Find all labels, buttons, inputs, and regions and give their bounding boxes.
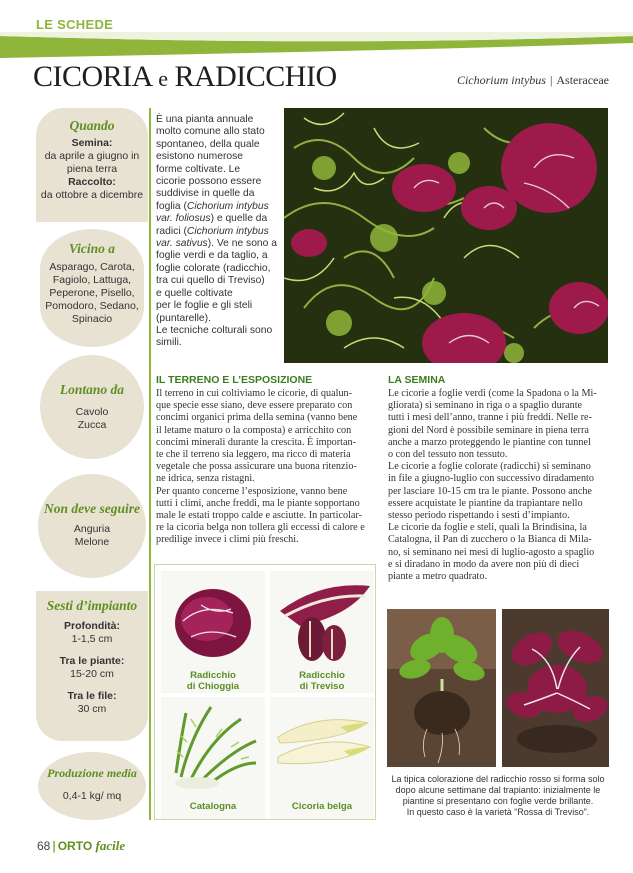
caption-line: piantine si presentano con foglie verde brillante. — [402, 796, 594, 806]
non-seguire-panel — [38, 474, 146, 578]
intro-line: simili. — [156, 337, 182, 349]
terreno-title: IL TERRENO E L’ESPOSIZIONE — [156, 374, 313, 386]
scientific-name-line — [457, 73, 609, 88]
seedling-photo — [387, 609, 496, 767]
quando-title: Quando — [69, 118, 115, 133]
brand-facile: facile — [95, 838, 126, 853]
intro-line: e quelle coltivate — [156, 287, 233, 299]
intro-line: radici (Cichorium intybus — [156, 225, 269, 237]
vicino-title: Vicino a — [68, 241, 116, 256]
intro-line: È una pianta annuale — [156, 114, 254, 125]
lontano-panel — [40, 355, 144, 459]
semina-line: no, si seminano nei mesi di luglio-agosto a spaglio — [388, 546, 595, 558]
semina-line: o con del tessuto non tessuto. — [388, 449, 508, 461]
intro-line: tra cui quello di Treviso) — [156, 275, 265, 287]
terreno-body — [156, 388, 378, 547]
hero-salad-photo — [284, 108, 608, 363]
title-separator: | — [549, 73, 553, 87]
intro-line: esistono numerose — [156, 151, 244, 163]
intro-line: forme coltivate. Le — [156, 163, 241, 175]
vicino-line: Fagiolo, Lattuga, — [52, 274, 132, 286]
semina-line: tutti i mesi dell’anno, tranne i più freddi. Nelle re- — [388, 412, 592, 424]
semina-line: anche a marzo proteggendo le piantine con tunnel — [388, 436, 591, 448]
page-footer — [37, 838, 125, 854]
tra-piante-value: 15-20 cm — [70, 668, 114, 680]
terreno-line: il letame maturo o la composta) e arricchito con — [156, 424, 352, 436]
semina-line: e si diradano in modo da avere non più di dieci — [388, 558, 580, 570]
produzione-panel — [38, 752, 146, 820]
tra-file-value: 30 cm — [77, 703, 107, 715]
semina-line: Le cicorie a foglie verdi (come la Spadona o la Mi- — [388, 388, 597, 399]
treviso-caption: di Treviso — [299, 681, 345, 692]
caption-line: La tipica colorazione del radicchio rosso si forma solo — [391, 774, 605, 784]
terreno-line: que specie esse siano, deve essere preparato con — [156, 400, 353, 412]
variety-belga — [270, 697, 374, 819]
semina-line: gliorata) si seminano in riga o a spaglio durante — [388, 400, 583, 412]
vicino-line: Peperone, Pisello, — [49, 287, 135, 299]
variety-catalogna — [161, 697, 265, 819]
terreno-line: concimi minerali durante la crescita. È importan- — [156, 436, 356, 448]
intro-line: foglie colorate (radicchio, — [156, 262, 271, 274]
intro-line: spontaneo, della quale — [156, 138, 260, 150]
title-cicoria: CICORIA — [33, 60, 152, 93]
caption-line: In questo caso è la varietà “Rossa di Treviso”. — [406, 807, 590, 817]
semina-title: LA SEMINA — [388, 374, 446, 386]
profondita-value: 1-1,5 cm — [71, 633, 113, 645]
semina-line: essere acquistate le piantine da trapiantare nello — [388, 497, 583, 509]
quando-panel — [36, 108, 148, 222]
non-seguire-title: Non deve seguire — [44, 501, 140, 516]
brand-orto: ORTO — [57, 839, 93, 853]
semina-line: piante a metro quadrato. — [388, 571, 488, 583]
page-title — [33, 60, 337, 94]
catalogna-caption: Catalogna — [189, 801, 237, 812]
semina-value-2: piena terra — [66, 163, 118, 175]
photo-caption — [387, 774, 609, 818]
non-seguire-line: Melone — [74, 536, 110, 548]
semina-line: Catalogna, il Pan di zucchero o la Bianca di Mila- — [388, 534, 592, 546]
radicchio-plant-photo — [502, 609, 609, 767]
sesti-panel — [36, 591, 148, 741]
section-label: LE SCHEDE — [36, 17, 114, 32]
intro-line: suddivise in quelle da — [156, 188, 255, 200]
scientific-name: Cichorium intybus — [456, 73, 546, 87]
tra-file-label: Tra le file: — [67, 690, 117, 702]
intro-line: cicorie possono essere — [156, 176, 262, 188]
intro-line: per le foglie e gli steli — [156, 300, 253, 312]
semina-line: gioni del Nord è possibile seminare in piena terra — [388, 424, 589, 436]
footer-separator: | — [52, 839, 56, 853]
belga-caption: Cicoria belga — [291, 801, 353, 812]
semina-body — [388, 388, 609, 583]
varieties-box — [154, 564, 376, 820]
chioggia-caption: di Chioggia — [186, 681, 240, 692]
treviso-caption: Radicchio — [299, 670, 345, 681]
intro-text — [156, 114, 280, 350]
belga-image — [270, 697, 374, 797]
terreno-line: Per quanto concerne l’esposizione, vanno bene — [156, 485, 348, 497]
intro-line: foglia (Cichorium intybus — [156, 200, 269, 212]
semina-line: Le cicorie da foglie e steli, quali la Brindisina, la — [388, 522, 587, 534]
page-number: 68 — [37, 839, 51, 853]
terreno-line: concimi organici prima della semina (vanno bene — [156, 412, 358, 424]
chioggia-caption: Radicchio — [190, 670, 236, 681]
non-seguire-line: Anguria — [73, 523, 111, 535]
semina-line: in file a giugno-luglio con successivo diradamento — [388, 473, 594, 485]
terreno-line: male le estati troppo calde e asciutte. In particolar- — [156, 510, 362, 522]
produzione-title: Produzione media — [47, 766, 137, 780]
treviso-image — [270, 571, 374, 671]
family-name: Asteraceae — [556, 73, 609, 87]
intro-line: Le tecniche colturali sono — [156, 324, 273, 336]
title-connector: e — [158, 66, 168, 91]
semina-line: stesso periodo rispettando i sesti d’impianto. — [388, 510, 570, 522]
semina-line: per lasciare 10-15 cm tra le piante. Possono anche — [388, 485, 592, 497]
catalogna-image — [161, 697, 265, 797]
variety-chioggia — [161, 571, 265, 693]
variety-treviso — [270, 571, 374, 693]
semina-value-1: da aprile a giugno in — [44, 150, 140, 162]
lontano-title: Lontano da — [59, 382, 125, 397]
lontano-line: Zucca — [77, 419, 107, 431]
terreno-line: ne idrica, senza ristagni. — [156, 473, 255, 485]
terreno-line: vegetale che possa assicurare una buona ritenzio- — [156, 461, 357, 473]
vicino-line: Asparago, Carota, — [49, 261, 135, 273]
caption-line: dopo alcune settimane dal trapianto: inizialmente le — [395, 785, 601, 795]
semina-label: Semina: — [71, 137, 113, 149]
column-divider — [149, 108, 151, 820]
vicino-line: Spinacio — [71, 313, 113, 325]
terreno-line: Il terreno in cui coltiviamo le cicorie, di qualun- — [156, 388, 353, 399]
terreno-line: te che il terreno sia leggero, ma ricco di materia — [156, 449, 351, 461]
terreno-line: tutti i climi, anche freddi, ma le piante sopportano — [156, 497, 360, 509]
profondita-label: Profondità: — [64, 620, 120, 632]
sesti-title: Sesti d’impianto — [46, 598, 138, 613]
vicino-line: Pomodoro, Sedano, — [45, 300, 139, 312]
raccolto-label: Raccolto: — [68, 176, 116, 188]
intro-line: var. foliosus) e quelle da — [156, 213, 268, 225]
raccolto-value: da ottobre a dicembre — [40, 189, 144, 201]
lontano-line: Cavolo — [75, 406, 109, 418]
vicino-panel — [40, 229, 144, 347]
title-radicchio: RADICCHIO — [174, 60, 337, 93]
tra-piante-label: Tra le piante: — [59, 655, 125, 667]
terreno-line: re la cicoria belga non tollera gli eccessi di calore e — [156, 522, 365, 534]
chioggia-image — [161, 571, 265, 671]
intro-line: var. sativus). Ve ne sono a — [156, 238, 277, 250]
intro-line: (puntarelle). — [156, 312, 211, 324]
semina-line: Le cicorie a foglie colorate (radicchi) si seminano — [388, 461, 591, 473]
terreno-line: predilige invece i climi più freschi. — [156, 534, 299, 546]
header-swoosh — [0, 32, 633, 58]
intro-line: foglie verdi e da taglio, a — [156, 250, 268, 262]
intro-line: molto comune allo stato — [156, 126, 265, 138]
produzione-value: 0,4-1 kg/ mq — [62, 790, 122, 802]
